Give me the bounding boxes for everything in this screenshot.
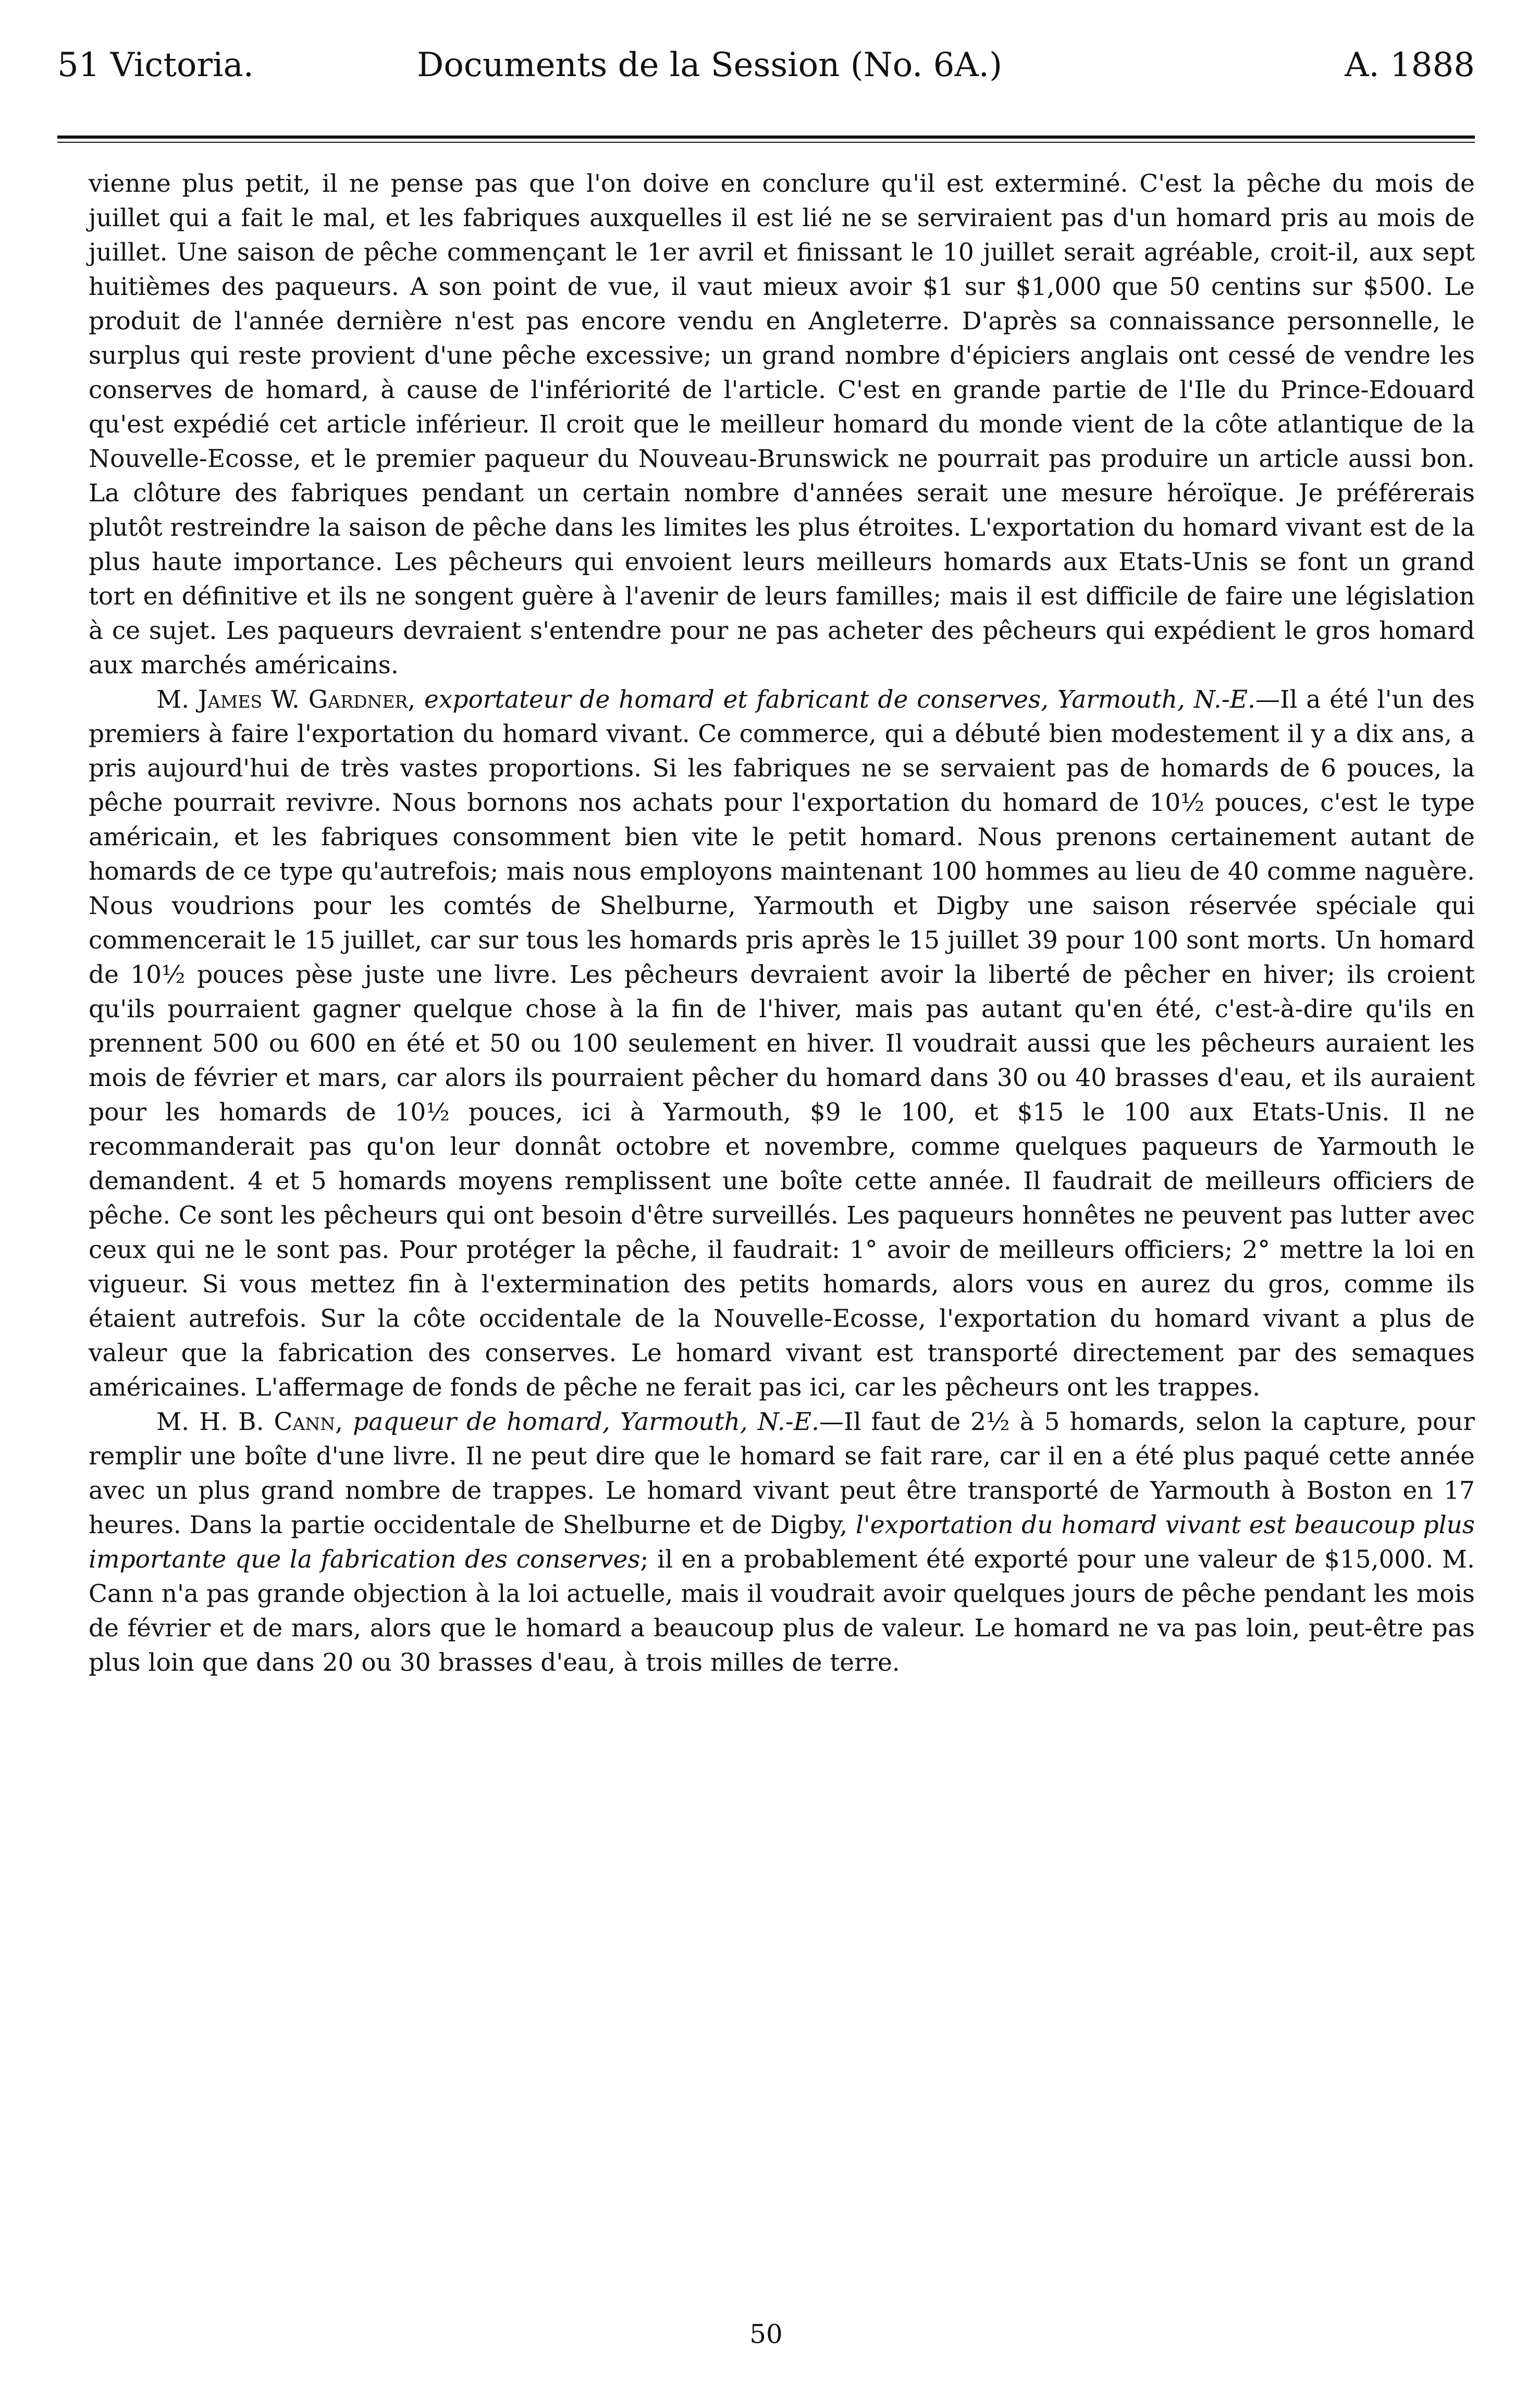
testimony-emphasis-cann: l'exportation du homard vivant est beaucoup plus importante que la fabrication des conserves — [89, 1511, 1475, 1574]
testimony-text-gardner: —Il a été l'un des premiers à faire l'exportation du homard vivant. Ce commerce, qui a débuté bien modestement il y a dix ans, a pris aujourd'hui de très vastes proportions. Si les fabriques ne se servaient pas de homards de 6 pouces, la pêche pourrait revivre. Nous bornons nos achats pour l'exportation du homard de 10½ pouces, c'est le type américain, et les fabriques consomment bien vite le petit homard. Nous prenons certainement autant de homards de ce type qu'autrefois; mais nous employons maintenant 100 hommes au lieu de 40 comme naguère. Nous voudrions pour les comtés de Shelburne, Yarmouth et Digby une saison réservée spéciale qui commencerait le 15 juillet, car sur tous les homards pris après le 15 juillet 39 pour 100 sont morts. Un homard de 10½ pouces pèse juste une livre. Les pêcheurs devraient avoir la liberté de pêcher en hiver; ils croient qu'ils pourraient gagner quelque chose à la fin de l'hiver, mais pas autant qu'en été, c'est-à-dire qu'ils en prennent 500 ou 600 en été et 50 ou 100 seulement en hiver. Il voudrait aussi que les pêcheurs auraient les mois de février et mars, car alors ils pourraient pêcher du homard dans 30 ou 40 brasses d'eau, et ils auraient pour les homards de 10½ pouces, ici à Yarmouth, $9 le 100, et $15 le 100 aux Etats-Unis. Il ne recommanderait pas qu'on leur donnât octobre et novembre, comme quelques paqueurs de Yarmouth le demandent. 4 et 5 homards moyens remplissent une boîte cette année. Il faudrait de meilleurs officiers de pêche. Ce sont les pêcheurs qui ont besoin d'être surveillés. Les paqueurs honnêtes ne peuvent pas lutter avec ceux qui ne le sont pas. Pour protéger la pêche, il faudrait: 1° avoir de meilleurs officiers; 2° mettre la loi en vigueur. Si vous mettez fin à l'extermination des petits homards, alors vous en aurez du gros, comme ils étaient autrefois. Sur la côte occidentale de la Nouvelle-Ecosse, l'exportation du homard vivant a plus de valeur que la fabrication des conserves. Le homard vivant est transporté directement par des semaques américaines. L'affermage de fonds de pêche ne ferait pas ici, car les pêcheurs ont les trappes. — [89, 685, 1475, 1402]
testimony-cann — [89, 1405, 1475, 1680]
body-text — [89, 167, 1475, 1680]
document-page — [57, 36, 1475, 2361]
running-header — [57, 36, 1475, 94]
speaker-name-gardner: M. James W. Gardner, — [156, 685, 416, 714]
header-rule-thick — [57, 135, 1475, 139]
header-right: A. 1888 — [1345, 46, 1475, 84]
header-center: Documents de la Session (No. 6A.) — [417, 46, 1003, 84]
header-left: 51 Victoria. — [57, 46, 254, 84]
speaker-role-gardner: exportateur de homard et fabricant de conserves, Yarmouth, N.-E. — [424, 685, 1255, 714]
page-number: 50 — [749, 2319, 783, 2349]
testimony-text-cann-a: —Il faut de 2½ à 5 homards, selon la capture, pour remplir une boîte d'une livre. Il ne peut dire que le homard se fait rare, car il en a été plus paqué cette année avec un plus grand nombre de trappes. Le homard vivant peut être transporté de Yarmouth à Boston en 17 heures. Dans la partie occidentale de Shelburne et de Digby, — [89, 1408, 1475, 1539]
paragraph-continued: vienne plus petit, il ne pense pas que l'on doive en conclure qu'il est exterminé. C'est la pêche du mois de juillet qui a fait le mal, et les fabriques auxquelles il est lié ne se serviraient pas d'un homard pris au mois de juillet. Une saison de pêche commençant le 1er avril et finissant le 10 juillet serait agréable, croit-il, aux sept huitièmes des paqueurs. A son point de vue, il vaut mieux avoir $1 sur $1,000 que 50 centins sur $500. Le produit de l'année dernière n'est pas encore vendu en Angleterre. D'après sa connaissance personnelle, le surplus qui reste provient d'une pêche excessive; un grand nombre d'épiciers anglais ont cessé de vendre les conserves de homard, à cause de l'infériorité de l'article. C'est en grande partie de l'Ile du Prince-Edouard qu'est expédié cet article inférieur. Il croit que le meilleur homard du monde vient de la côte atlantique de la Nouvelle-Ecosse, et le premier paqueur du Nouveau-Brunswick ne pourrait pas produire un article aussi bon. La clôture des fabriques pendant un certain nombre d'années serait une mesure héroïque. Je préférerais plutôt restreindre la saison de pêche dans les limites les plus étroites. L'exportation du homard vivant est de la plus haute importance. Les pêcheurs qui envoient leurs meilleurs homards aux Etats-Unis se font un grand tort en définitive et ils ne songent guère à l'avenir de leurs familles; mais il est difficile de faire une législation à ce sujet. Les paqueurs devraient s'entendre pour ne pas acheter des pêcheurs qui expédient le gros homard aux marchés américains. — [89, 169, 1475, 680]
speaker-role-cann: paqueur de homard, Yarmouth, N.-E. — [353, 1408, 820, 1436]
testimony-text-cann-b: ; il en a probablement été exporté pour une valeur de $15,000. M. Cann n'a pas grande objection à la loi actuelle, mais il voudrait avoir quelques jours de pêche pendant les mois de février et de mars, alors que le homard a beaucoup plus de valeur. Le homard ne va pas loin, peut-être pas plus loin que dans 20 ou 30 brasses d'eau, à trois milles de terre. — [89, 1545, 1475, 1677]
testimony-gardner — [89, 683, 1475, 1405]
speaker-name-cann: M. H. B. Cann, — [156, 1408, 343, 1436]
header-rule-thin — [57, 142, 1475, 143]
